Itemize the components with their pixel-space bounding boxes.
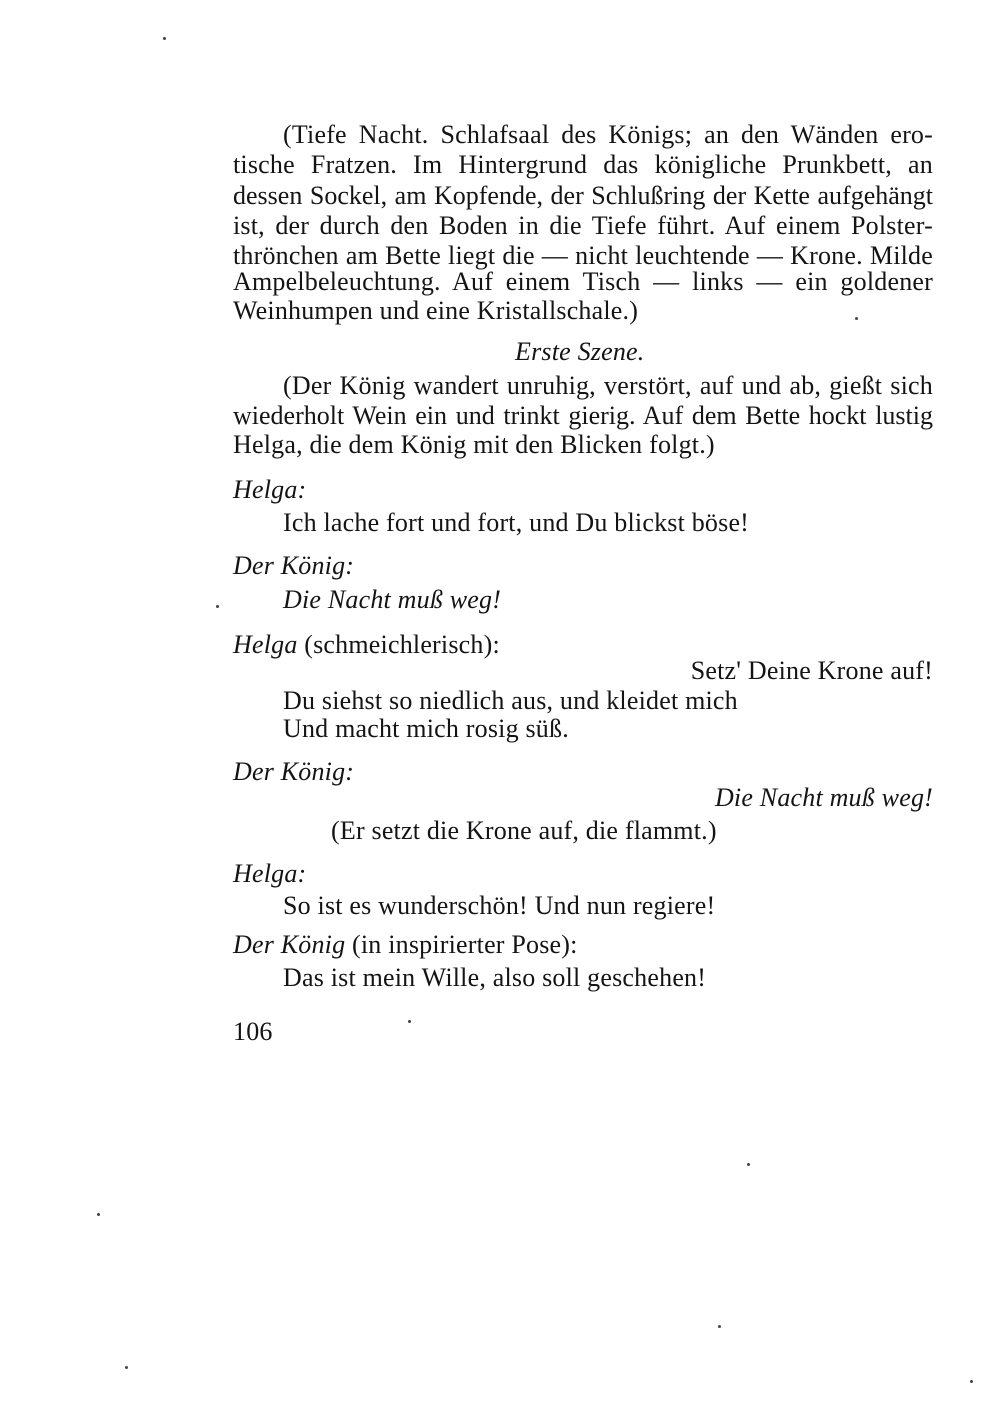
scene-direction-line: (Der König wandert unruhig, verstört, auf und ab, gießt sich [283,371,933,400]
stage-direction-line: dessen Sockel, am Kopfende, der Schlußring der Kette aufgehängt [233,181,933,210]
spoken-line: Setz' Deine Krone auf! [690,656,933,685]
scan-speck [97,1213,100,1216]
speaker-heading [233,930,578,960]
scan-speck [970,1380,973,1383]
speaker-name: Der König: [233,551,355,580]
scan-speck [163,37,166,40]
scene-heading: Erste Szene. [515,337,645,366]
scan-speck [747,1163,750,1166]
stage-direction: (Er setzt die Krone auf, die flammt.) [331,816,717,845]
speaker-name: Helga: [233,859,307,888]
speaker-heading [233,630,500,660]
speaker-name: Der König [233,930,346,959]
scan-speck [718,1325,721,1328]
spoken-line: Du siehst so niedlich aus, und kleidet mich [283,686,738,715]
page-number: 106 [233,1017,273,1046]
stage-direction-line: Weinhumpen und eine Kristallschale.) [233,296,639,325]
stage-direction-line: Ampelbeleuchtung. Auf einem Tisch — links — ein goldener [233,267,933,296]
stage-direction-line: (Tiefe Nacht. Schlafsaal des Königs; an den Wänden ero- [283,120,933,149]
scene-direction-line: wiederholt Wein ein und trinkt gierig. Auf dem Bette hockt lustig [233,401,933,430]
scan-speck [125,1366,128,1369]
scan-speck [216,605,219,608]
stage-direction-line: ist, der durch den Boden in die Tiefe führt. Auf einem Polster- [233,211,933,240]
stage-direction-line: tische Fratzen. Im Hintergrund das königliche Prunkbett, an [233,150,933,179]
speaker-name: Helga [233,630,298,659]
speaker-direction: (schmeichlerisch): [304,630,500,659]
scan-speck [408,1020,411,1023]
scan-speck [855,317,858,320]
spoken-line: So ist es wunderschön! Und nun regiere! [283,891,716,920]
speaker-name: Der König: [233,757,355,786]
stage-direction-line: thrönchen am Bette liegt die — nicht leuchtende — Krone. Milde [233,241,933,270]
spoken-line: Ich lache fort und fort, und Du blickst böse! [283,508,750,537]
spoken-line: Und macht mich rosig süß. [283,714,569,743]
spoken-line: Das ist mein Wille, also soll geschehen! [283,963,707,992]
spoken-line: Die Nacht muß weg! [714,783,933,812]
spoken-line: Die Nacht muß weg! [283,585,502,614]
speaker-name: Helga: [233,475,307,504]
scene-direction-line: Helga, die dem König mit den Blicken folgt.) [233,430,715,459]
speaker-direction: (in inspirierter Pose): [352,930,578,959]
